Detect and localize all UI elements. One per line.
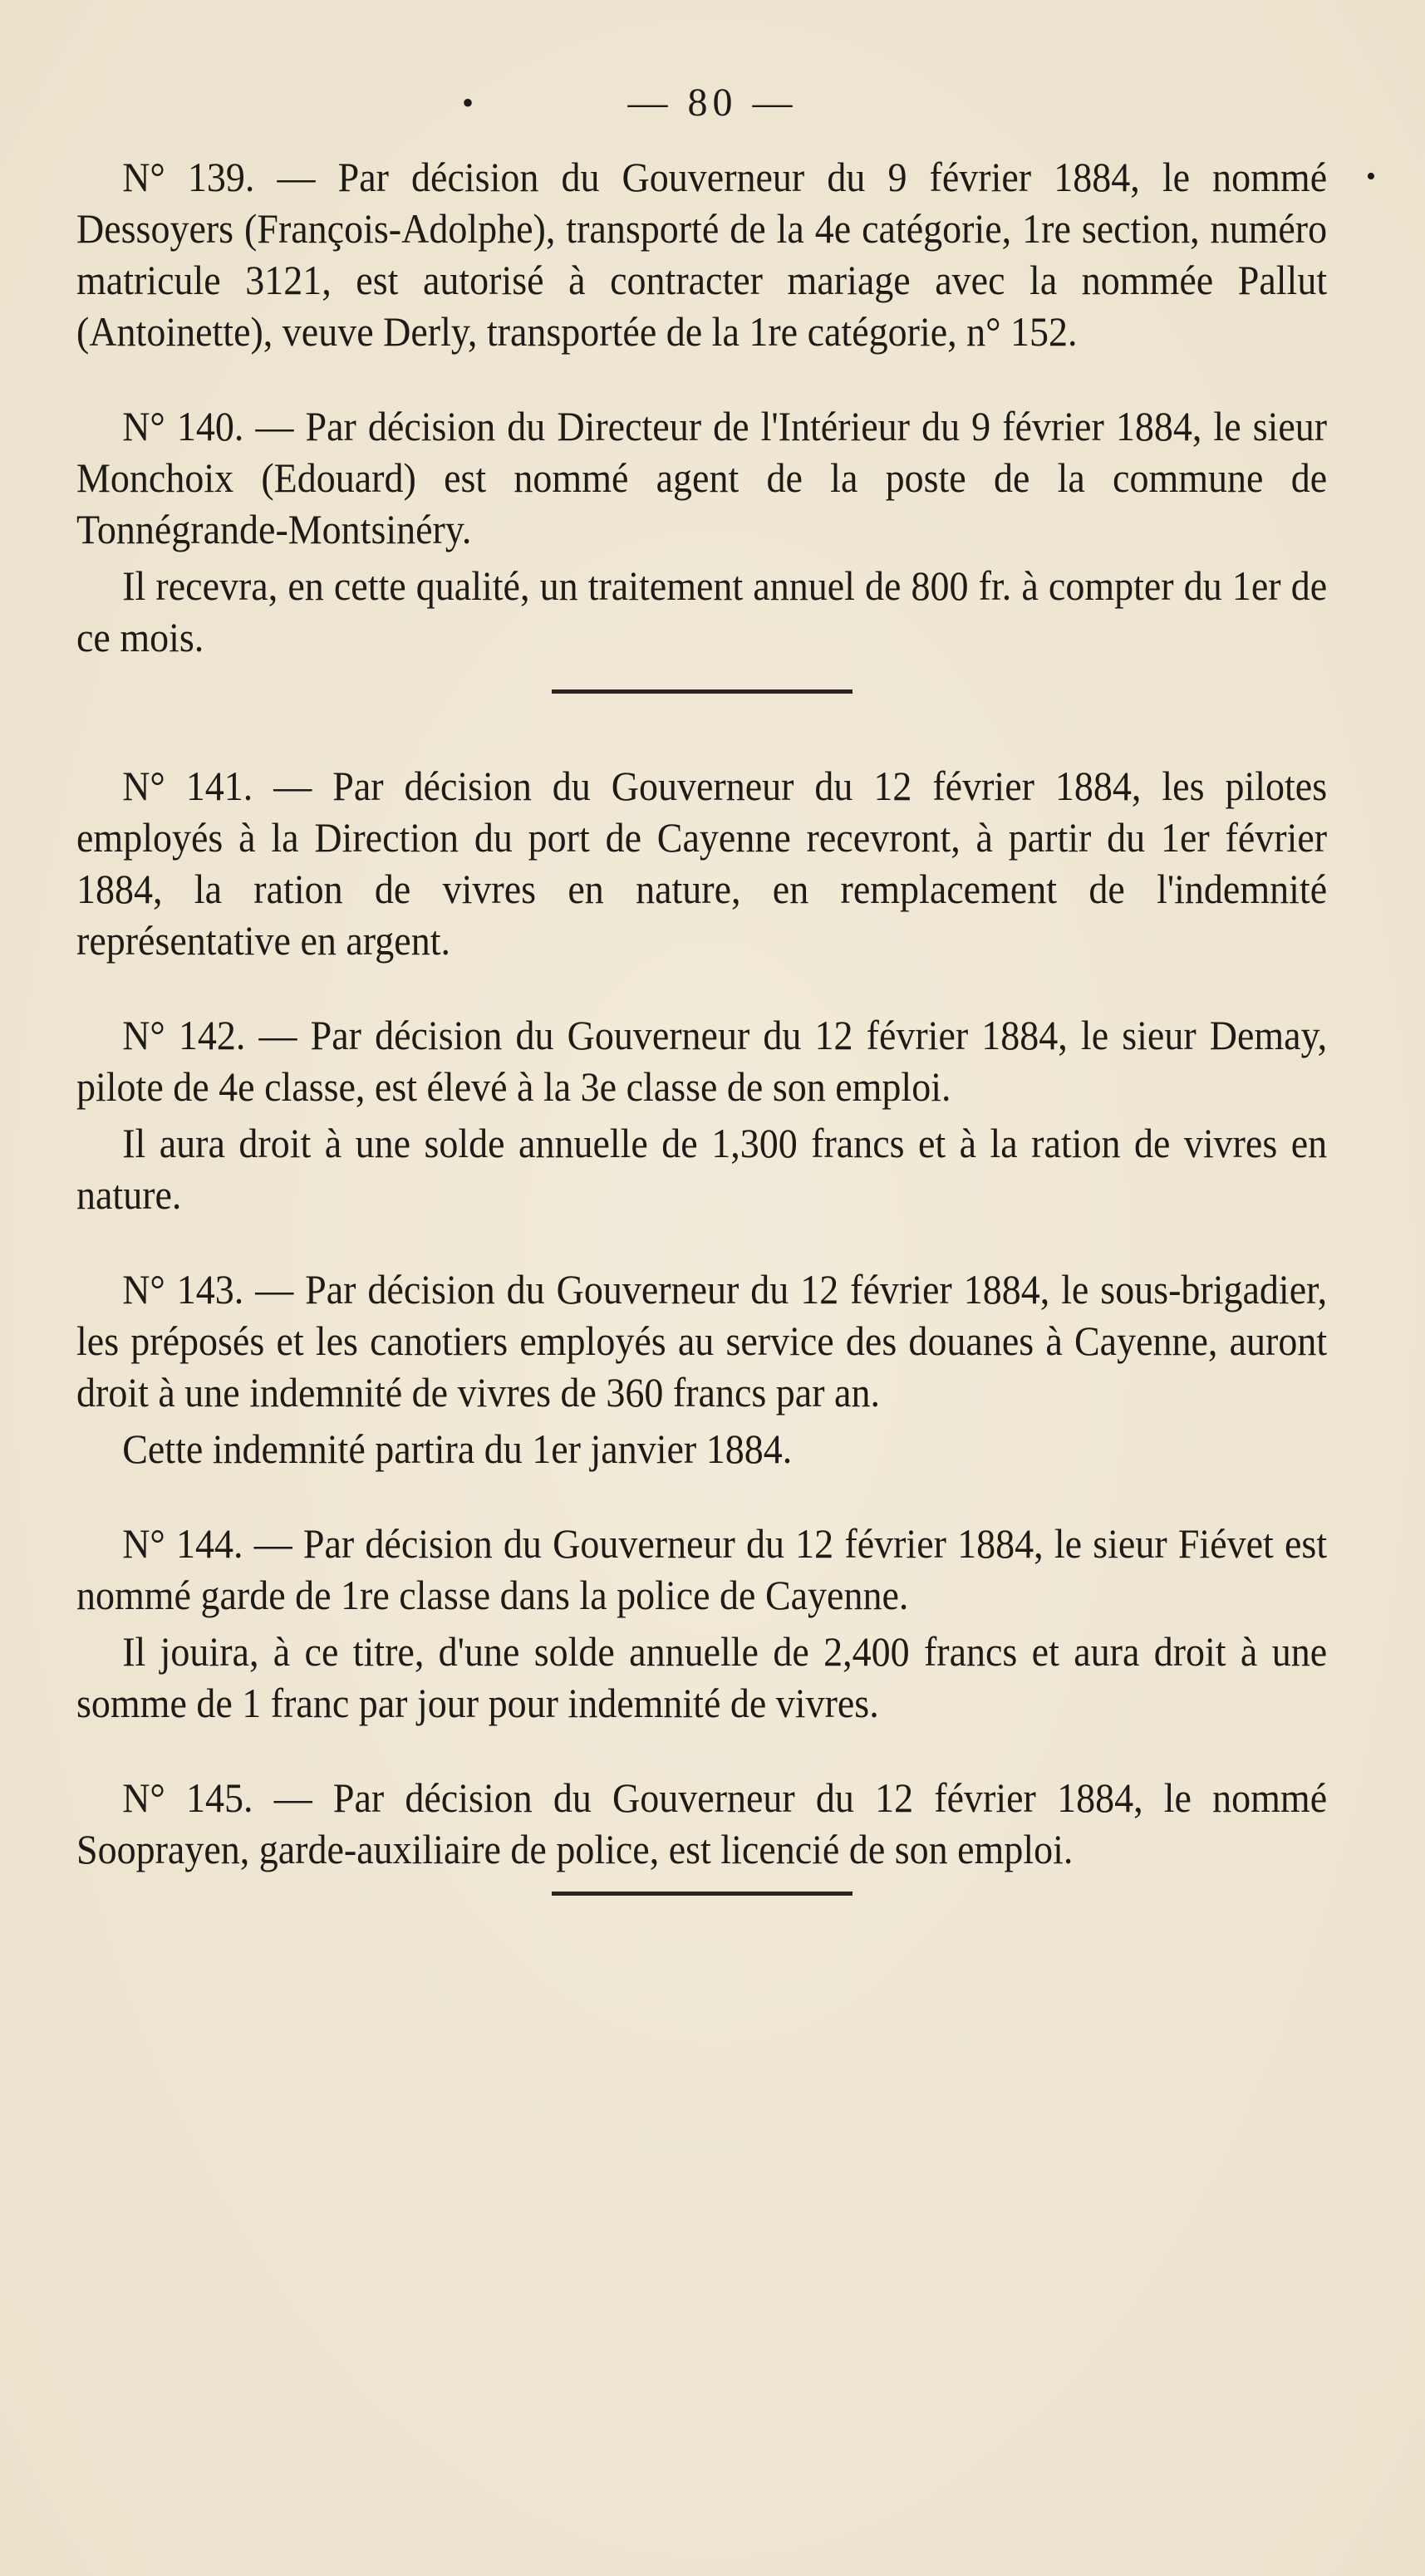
- entry-142: [76, 1009, 1327, 1220]
- entry-141: [76, 760, 1327, 966]
- entry-paragraph: Il recevra, en cette qualité, un traitement annuel de 800 fr. à compter du 1er de ce mois.: [76, 562, 1328, 660]
- entry-paragraph: N° 143. — Par décision du Gouverneur du 12 février 1884, le sous-brigadier, les préposés et les canotiers employés au service des douanes à Cayenne, auront droit à une indemnité de vivres de 360 francs par an.: [76, 1266, 1328, 1416]
- entry-139: [76, 151, 1327, 357]
- entry-paragraph: N° 142. — Par décision du Gouverneur du 12 février 1884, le sieur Demay, pilote de 4e classe, est élevé à la 3e classe de son emploi.: [76, 1012, 1328, 1110]
- entry-144: [76, 1518, 1327, 1729]
- page-number: — 80 —: [627, 81, 798, 125]
- entry-145: [76, 1772, 1327, 1875]
- entry-143: [76, 1263, 1327, 1474]
- entry-140: [76, 400, 1327, 663]
- entry-paragraph: N° 145. — Par décision du Gouverneur du 12 février 1884, le nommé Sooprayen, garde-auxiliaire de police, est licencié de son emploi.: [76, 1774, 1328, 1872]
- entry-paragraph: N° 139. — Par décision du Gouverneur du 9 février 1884, le nommé Dessoyers (François-Adolphe), transporté de la 4e catégorie, 1re section, numéro matricule 3121, est autorisé à contracter mariage avec la nommée Pallut (Antoinette), veuve Derly, transportée de la 1re catégorie, n° 152.: [76, 154, 1328, 355]
- ink-dot: •: [462, 84, 474, 121]
- entry-paragraph: Il jouira, à ce titre, d'une solde annuelle de 2,400 francs et aura droit à une somme de 1 franc par jour pour indemnité de vivres.: [76, 1628, 1328, 1726]
- entry-paragraph: N° 141. — Par décision du Gouverneur du 12 février 1884, les pilotes employés à la Direction du port de Cayenne recevront, à partir du 1er février 1884, la ration de vivres en nature, en remplacement de l'indemnité représentative en argent.: [76, 763, 1328, 964]
- entry-paragraph: N° 144. — Par décision du Gouverneur du 12 février 1884, le sieur Fiévet est nommé garde de 1re classe dans la police de Cayenne.: [76, 1520, 1328, 1618]
- entry-paragraph: N° 140. — Par décision du Directeur de l'Intérieur du 9 février 1884, le sieur Monchoix (Edouard) est nommé agent de la poste de la commune de Tonnégrande-Montsinéry.: [76, 403, 1328, 552]
- entry-paragraph: Cette indemnité partira du 1er janvier 1884.: [122, 1425, 793, 1472]
- ink-dot: •: [1366, 161, 1376, 192]
- entry-paragraph: Il aura droit à une solde annuelle de 1,300 francs et à la ration de vivres en nature.: [76, 1120, 1328, 1218]
- document-body: [76, 151, 1327, 1896]
- section-divider: [552, 689, 853, 694]
- closing-divider: [552, 1892, 853, 1896]
